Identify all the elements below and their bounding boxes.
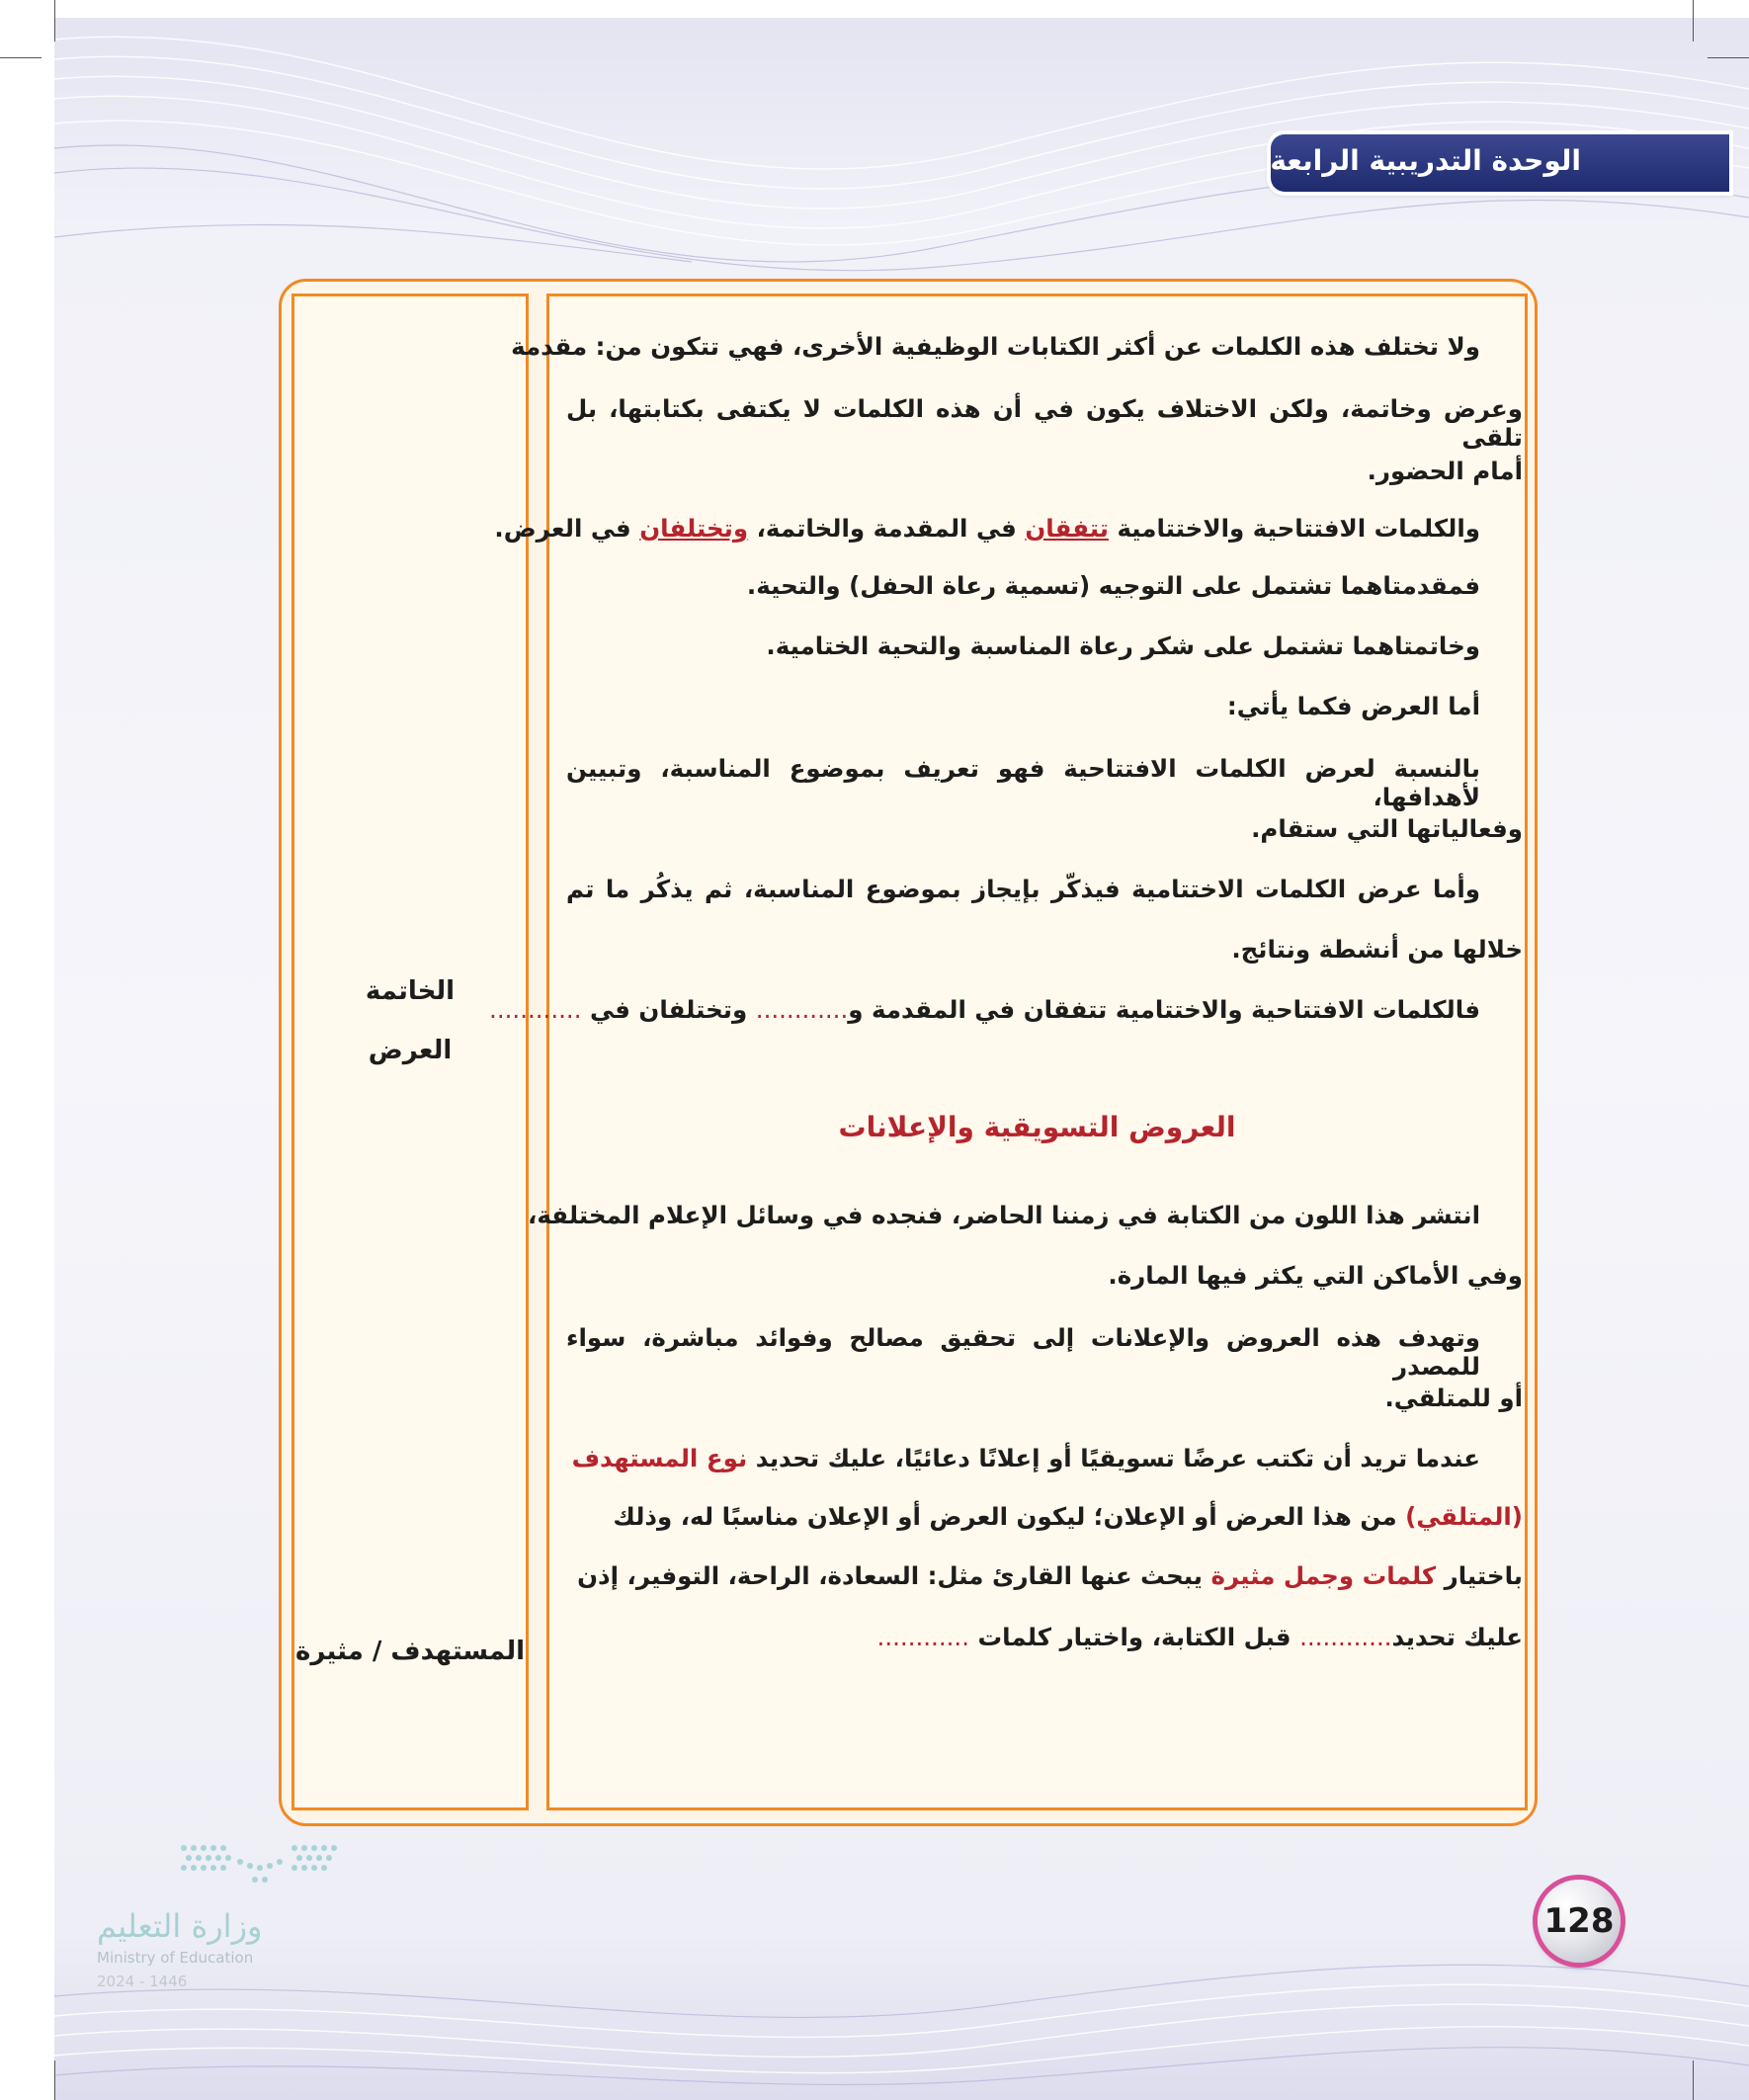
paragraph-line: وفعالياتها التي ستقام. <box>1251 814 1523 843</box>
highlight-agree: تتفقان <box>1025 514 1109 543</box>
text-run: يبحث عنها القارئ مثل: السعادة، الراحة، التوفير، إذن <box>577 1561 1203 1590</box>
blank-dots: ............ <box>489 995 582 1024</box>
paragraph-line: وأما عرض الكلمات الاختتامية فيذكّر بإيجاز بموضوع المناسبة، ثم يذكُر ما تم <box>566 875 1480 903</box>
paragraph-line: وفي الأماكن التي يكثر فيها المارة. <box>1108 1261 1523 1290</box>
ministry-name-arabic: وزارة التعليم <box>97 1907 263 1945</box>
answer-target: المستهدف / مثيرة <box>294 1637 525 1666</box>
text-run: قبل الكتابة، واختيار كلمات <box>977 1623 1291 1651</box>
paragraph-line <box>572 1444 1480 1472</box>
page-number-badge <box>1538 1880 1621 1963</box>
paragraph-line: خلالها من أنشطة ونتائج. <box>1231 935 1523 964</box>
blank-dots: ............ <box>1299 1623 1392 1651</box>
ministry-name-english: Ministry of Education <box>97 1949 254 1967</box>
text-run: من هذا العرض أو الإعلان؛ ليكون العرض أو الإعلان مناسبًا له، وذلك <box>613 1502 1397 1531</box>
text-run: باختيار <box>1444 1561 1523 1590</box>
paragraph-line <box>577 1561 1523 1590</box>
paragraph-line: وتهدف هذه العروض والإعلانات إلى تحقيق مصالح وفوائد مباشرة، سواء للمصدر <box>566 1323 1480 1381</box>
unit-title-banner <box>1271 134 1729 192</box>
ministry-year: 2024 - 1446 <box>97 1973 188 1990</box>
highlight-differ: وتختلفان <box>639 514 749 543</box>
text-run: عليك تحديد <box>1391 1623 1523 1651</box>
highlight-exciting-words: كلمات وجمل مثيرة <box>1210 1561 1437 1590</box>
paragraph-line: أو للمتلقي. <box>1384 1384 1523 1412</box>
paragraph-line <box>613 1502 1523 1531</box>
answer-closing: الخاتمة <box>365 976 456 1006</box>
blank-dots: ............ <box>876 1623 970 1651</box>
section-heading: العروض التسويقية والإعلانات <box>838 1111 1236 1143</box>
crop-mark <box>1693 0 1694 42</box>
paragraph-line: أمام الحضور. <box>1367 457 1523 485</box>
crop-mark <box>1707 57 1749 58</box>
exercise-line <box>489 995 1480 1024</box>
paragraph-line: أما العرض فكما يأتي: <box>1226 692 1480 720</box>
unit-title: الوحدة التدريبية الرابعة <box>1270 144 1581 177</box>
paragraph-line: وعرض وخاتمة، ولكن الاختلاف يكون في أن هذه الكلمات لا يكتفى بكتابتها، بل تلقى <box>566 394 1523 452</box>
answer-body: العرض <box>368 1036 453 1065</box>
highlight-recipient: (المتلقي) <box>1405 1502 1523 1531</box>
paragraph-line: ولا تختلف هذه الكلمات عن أكثر الكتابات الوظيفية الأخرى، فهي تتكون من: مقدمة <box>511 332 1480 361</box>
paragraph-line: وخاتمتاهما تشتمل على شكر رعاة المناسبة والتحية الختامية. <box>766 631 1480 660</box>
paragraph-line <box>494 514 1480 543</box>
page-number: 128 <box>1543 1901 1615 1941</box>
crop-mark <box>54 2060 55 2100</box>
text-run: والكلمات الافتتاحية والاختتامية <box>1117 514 1480 543</box>
text-run: وتختلفان في <box>590 995 748 1024</box>
exercise-line <box>877 1623 1523 1651</box>
text-run: عندما تريد أن تكتب عرضًا تسويقيًا أو إعلانًا دعائيًا، عليك تحديد <box>755 1444 1480 1472</box>
paragraph-line: بالنسبة لعرض الكلمات الافتتاحية فهو تعريف بموضوع المناسبة، وتبيين لأهدافها، <box>566 754 1480 811</box>
text-run: في العرض. <box>494 514 631 543</box>
crop-mark <box>0 57 42 58</box>
text-run: في المقدمة والخاتمة، <box>756 514 1017 543</box>
highlight-target-type: نوع المستهدف <box>571 1444 748 1472</box>
blank-dots: ............ <box>755 995 849 1024</box>
text-run: فالكلمات الافتتاحية والاختتامية تتفقان في المقدمة و <box>848 995 1480 1024</box>
crop-mark <box>1693 2060 1694 2100</box>
crop-mark <box>54 0 55 42</box>
paragraph-line: انتشر هذا اللون من الكتابة في زمننا الحاضر، فنجده في وسائل الإعلام المختلفة، <box>528 1201 1480 1229</box>
paragraph-line: فمقدمتاهما تشتمل على التوجيه (تسمية رعاة الحفل) والتحية. <box>746 571 1480 600</box>
